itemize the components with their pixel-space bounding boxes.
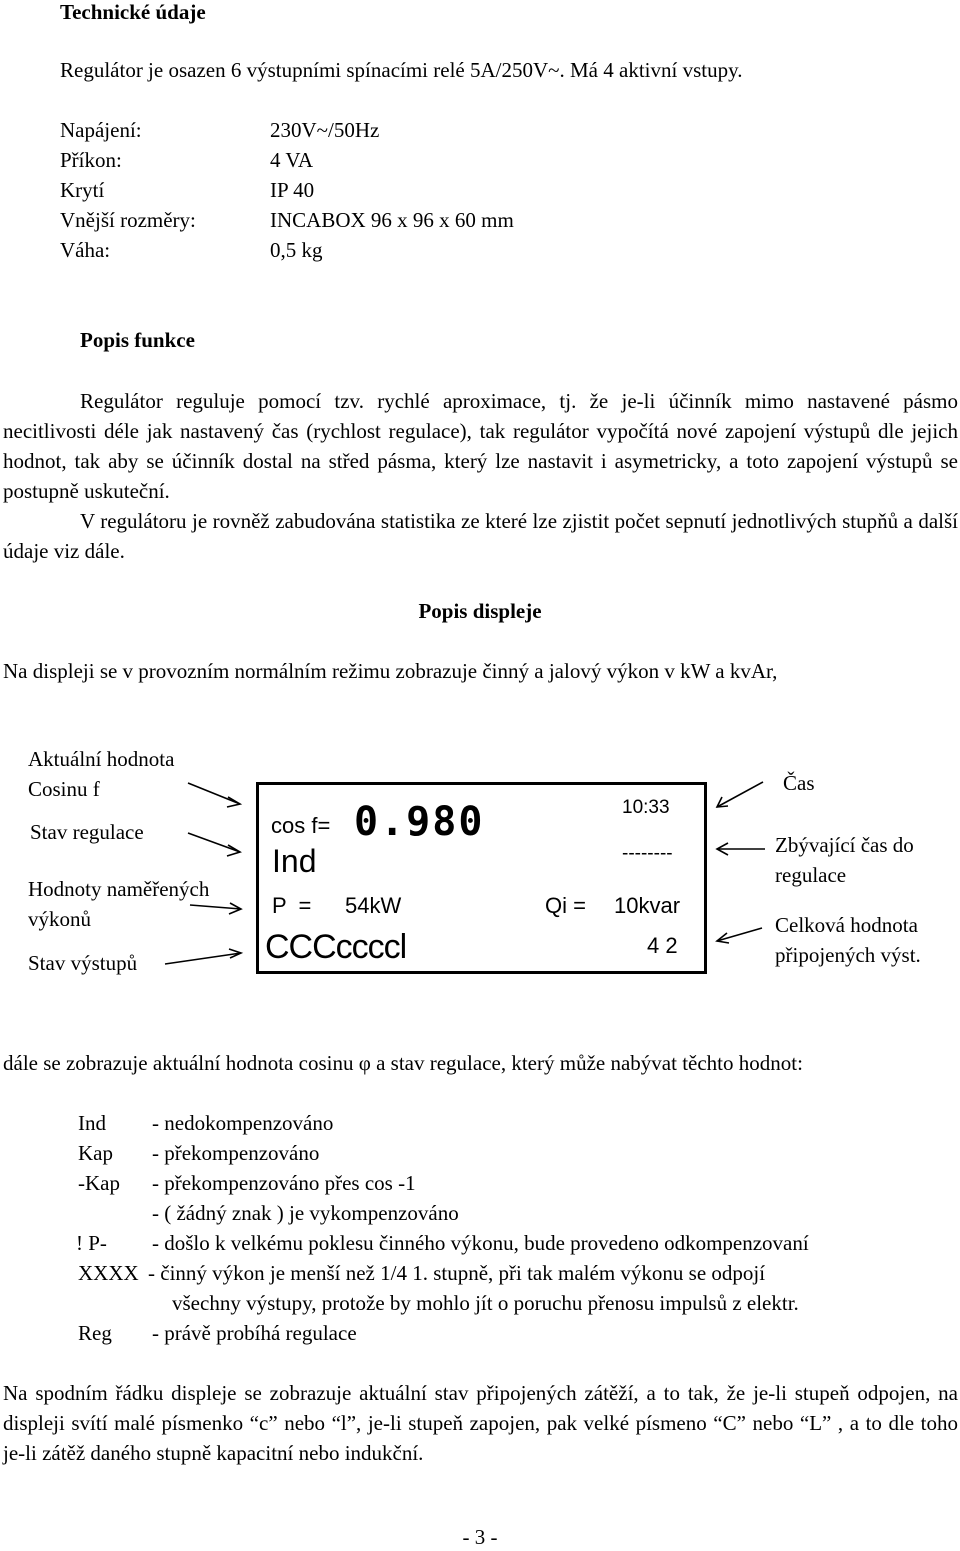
lcd-countdown: -------- (622, 843, 673, 864)
label-state: Stav regulace (30, 820, 144, 844)
spec-value: INCABOX 96 x 96 x 60 mm (270, 208, 514, 232)
state-desc: - činný výkon je menší než 1/4 1. stupně, při tak malém výkonu se odpojí (148, 1261, 766, 1285)
label-remaining-line1: Zbývající čas do (775, 833, 914, 857)
arrow-state-icon (188, 833, 240, 856)
lcd-cos-value: 0.980 (354, 799, 485, 845)
spec-value: 0,5 kg (270, 238, 323, 262)
heading-display: Popis displeje (418, 599, 542, 623)
lcd-display (256, 782, 707, 974)
label-total-line2: připojených výst. (775, 943, 921, 967)
spec-label: Příkon: (60, 148, 122, 172)
lcd-q-value: 10kvar (614, 893, 681, 918)
label-outputs: Stav výstupů (28, 951, 138, 975)
state-code: -Kap (78, 1171, 120, 1195)
spec-label: Váha: (60, 238, 111, 262)
lcd-outputs: CCCccccl (265, 928, 407, 966)
arrow-time-icon (717, 782, 763, 807)
label-power-line2: výkonů (28, 907, 91, 931)
lcd-p-label: P = (272, 893, 312, 918)
state-code: XXXX (78, 1261, 139, 1285)
spec-label: Krytí (60, 178, 105, 202)
arrow-cos-icon (188, 783, 240, 807)
state-desc: - právě probíhá regulace (152, 1321, 357, 1345)
arrow-outputs-icon (165, 949, 241, 964)
lcd-q-label: Qi = (545, 893, 586, 918)
heading-technical-data: Technické údaje (60, 0, 206, 24)
state-code: ! P- (76, 1231, 107, 1255)
label-cos-line2: Cosinu f (28, 777, 100, 801)
lcd-state: Ind (272, 843, 317, 879)
page-number: - 3 - (462, 1525, 498, 1549)
label-cos-line1: Aktuální hodnota (28, 747, 175, 771)
display-intro: Na displeji se v provozním normálním režimu zobrazuje činný a jalový výkon v kW a kvAr, (3, 659, 778, 683)
spec-label: Napájení: (60, 118, 142, 142)
lcd-total: 4 2 (647, 933, 678, 958)
lcd-cos-label: cos f= (271, 813, 331, 838)
heading-function: Popis funkce (80, 328, 195, 352)
arrow-power-icon (190, 903, 241, 914)
intro-text: Regulátor je osazen 6 výstupními spínacími relé 5A/250V~. Má 4 aktivní vstupy. (60, 58, 743, 82)
state-desc: - ( žádný znak ) je vykompenzováno (152, 1201, 459, 1225)
label-remaining-line2: regulace (775, 863, 847, 887)
state-desc: - nedokompenzováno (152, 1111, 334, 1135)
state-code: Reg (78, 1321, 112, 1345)
state-code: Kap (78, 1141, 113, 1165)
arrow-total-icon (717, 928, 762, 943)
cosinus-paragraph: dále se zobrazuje aktuální hodnota cosinu φ a stav regulace, který může nabývat těchto hodnot: (3, 1051, 803, 1075)
function-paragraph: Regulátor reguluje pomocí tzv. rychlé aproximace, tj. že je-li účinník mimo nastavené pásmo necitlivosti déle jak nastavený čas (rychlost regulace), tak regulátor vypočítá nové zapojení výstupů dle jejich hodnot, tak aby se účinník dostal na střed pásma, který lze nastavit i asymetricky, a toto zapojení výstupů se postupně uskuteční. (3, 389, 958, 503)
bottom-paragraph: Na spodním řádku displeje se zobrazuje aktuální stav připojených zátěží, a to tak, že je-li stupeň odpojen, na displeji svítí malé písmenko “c” nebo “l”, je-li stupeň zapojen, pak velké písmeno “C” nebo “L” , a to dle toho je-li zátěž daného stupně kapacitní nebo indukční. (3, 1381, 958, 1465)
state-desc: - překompenzováno přes cos -1 (152, 1171, 416, 1195)
label-total-line1: Celková hodnota (775, 913, 918, 937)
state-desc: - překompenzováno (152, 1141, 320, 1165)
spec-label: Vnější rozměry: (60, 208, 196, 232)
label-time: Čas (783, 771, 815, 795)
arrow-remaining-icon (717, 843, 765, 855)
state-desc: - došlo k velkému poklesu činného výkonu, bude provedeno odkompenzovaní (152, 1231, 809, 1255)
lcd-p-value: 54kW (345, 893, 402, 918)
state-desc: všechny výstupy, protože by mohlo jít o poruchu přenosu impulsů z elektr. (172, 1291, 799, 1315)
spec-value: 4 VA (270, 148, 313, 172)
spec-value: IP 40 (270, 178, 315, 202)
statistics-paragraph: V regulátoru je rovněž zabudována statistika ze které lze zjistit počet sepnutí jednotlivých stupňů a další údaje viz dále. (3, 509, 958, 563)
state-code: Ind (78, 1111, 106, 1135)
label-power-line1: Hodnoty naměřených (28, 877, 210, 901)
spec-value: 230V~/50Hz (270, 118, 380, 142)
lcd-time: 10:33 (622, 797, 670, 818)
